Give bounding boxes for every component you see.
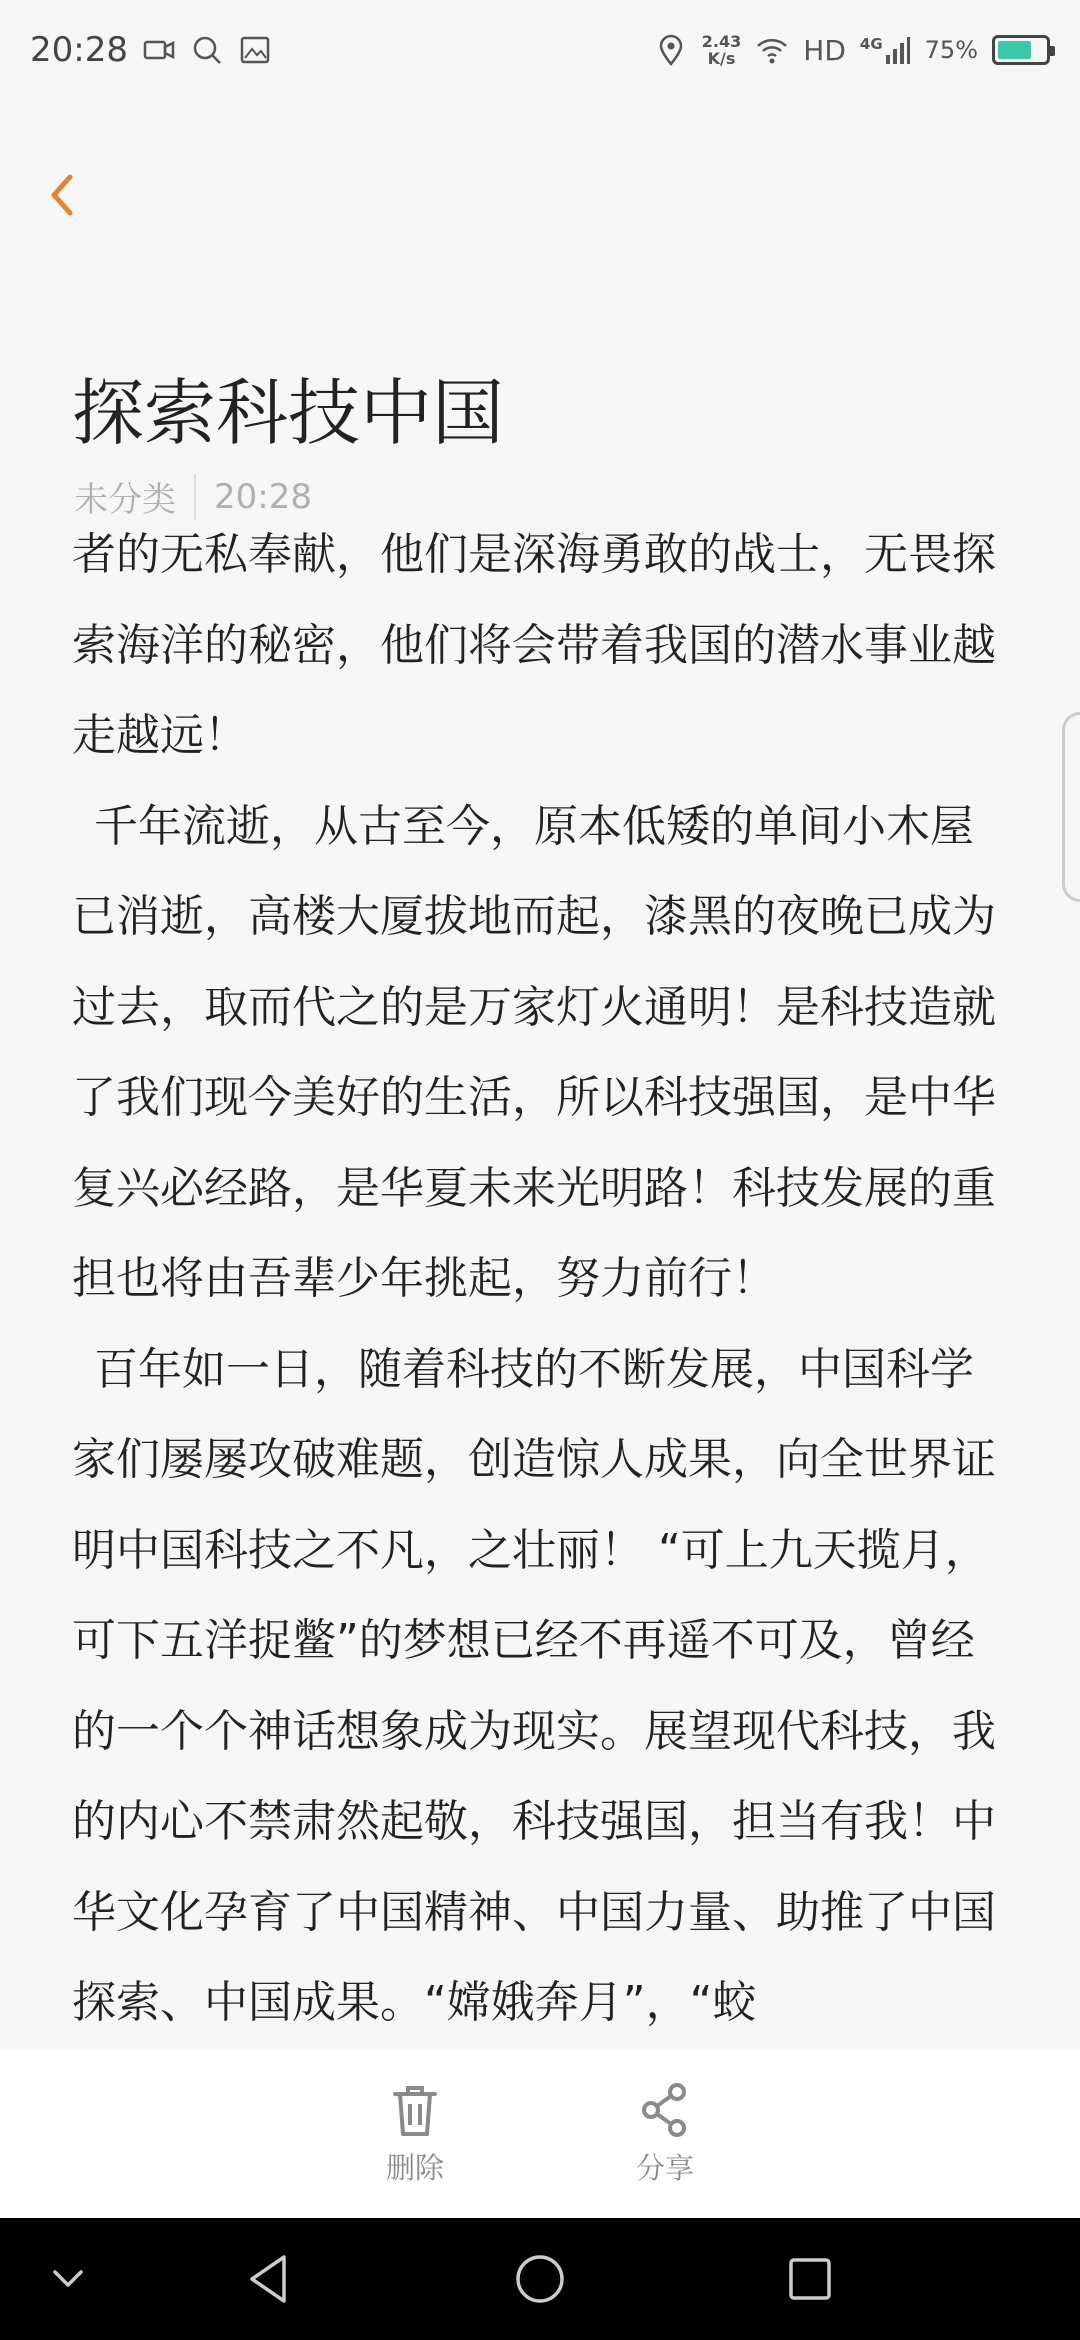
share-icon [639,2082,691,2138]
share-button[interactable] [605,2050,725,2218]
image-icon [238,33,272,67]
network-speed-value: 2.43 [701,32,742,51]
share-label: 分享 [635,2150,694,2185]
search-icon [190,33,224,67]
back-button[interactable] [40,165,84,225]
triangle-back-icon [246,2253,290,2305]
wifi-icon [755,33,789,67]
battery-percent: 75% [924,36,978,64]
note-paragraph: 者的无私奉献，他们是深海勇敢的战士，无畏探索海洋的秘密，他们将会带着我国的潜水事业越走越远！ [72,529,996,761]
note-body[interactable] [72,510,1012,2050]
delete-button[interactable] [355,2050,475,2218]
network-type: 4G [859,35,883,53]
note-paragraph: 百年如一日，随着科技的不断发展，中国科学家们屡屡攻破难题，创造惊人成果，向全世界证明中国科技之不凡，之壮丽！ “可上九天揽月，可下五洋捉鳖”的梦想已经不再遥不可及，曾经的一个个神话想象成为现实。展望现代科技，我的内心不禁肃然起敬，科技强国，担当有我！中华文化孕育了中国精神、中国力量、助推了中国探索、中国成果。“嫦娥奔月”，“蛟 [72,1343,996,2028]
bottom-toolbar [0,2050,1080,2218]
nav-recents-button[interactable] [780,2244,840,2314]
note-category[interactable]: 未分类 [74,480,176,520]
trash-icon [389,2082,441,2138]
status-bar [0,0,1080,100]
delete-label: 删除 [385,2150,444,2185]
network-speed-unit: K/s [707,49,736,68]
location-icon [654,33,688,67]
nav-home-button[interactable] [508,2244,572,2314]
battery-fill [998,41,1031,59]
square-recents-icon [787,2256,833,2302]
nav-hide-button[interactable] [40,2254,96,2304]
hd-indicator: HD [803,33,846,67]
nav-back-button[interactable] [238,2244,298,2314]
circle-home-icon [514,2253,566,2305]
battery-icon [992,35,1050,65]
video-camera-icon [142,33,176,67]
status-time: 20:28 [30,30,128,70]
status-bar-left [30,30,272,70]
system-nav-bar [0,2218,1080,2340]
network-speed [702,33,741,67]
side-drawer-handle[interactable] [1062,712,1080,902]
status-bar-right [654,33,1050,67]
note-time: 20:28 [214,476,312,517]
note-title: 探索科技中国 [72,371,505,455]
chevron-left-icon [48,173,76,217]
note-paragraph: 千年流逝，从古至今，原本低矮的单间小木屋已消逝，高楼大厦拔地而起，漆黑的夜晚已成为过去，取而代之的是万家灯火通明！是科技造就了我们现今美好的生活，所以科技强国，是中华复兴必经路，是华夏未来光明路！科技发展的重担也将由吾辈少年挑起，努力前行！ [72,800,996,1304]
signal-icon [885,35,911,65]
chevron-down-icon [51,2268,85,2290]
signal-indicator [860,35,911,65]
